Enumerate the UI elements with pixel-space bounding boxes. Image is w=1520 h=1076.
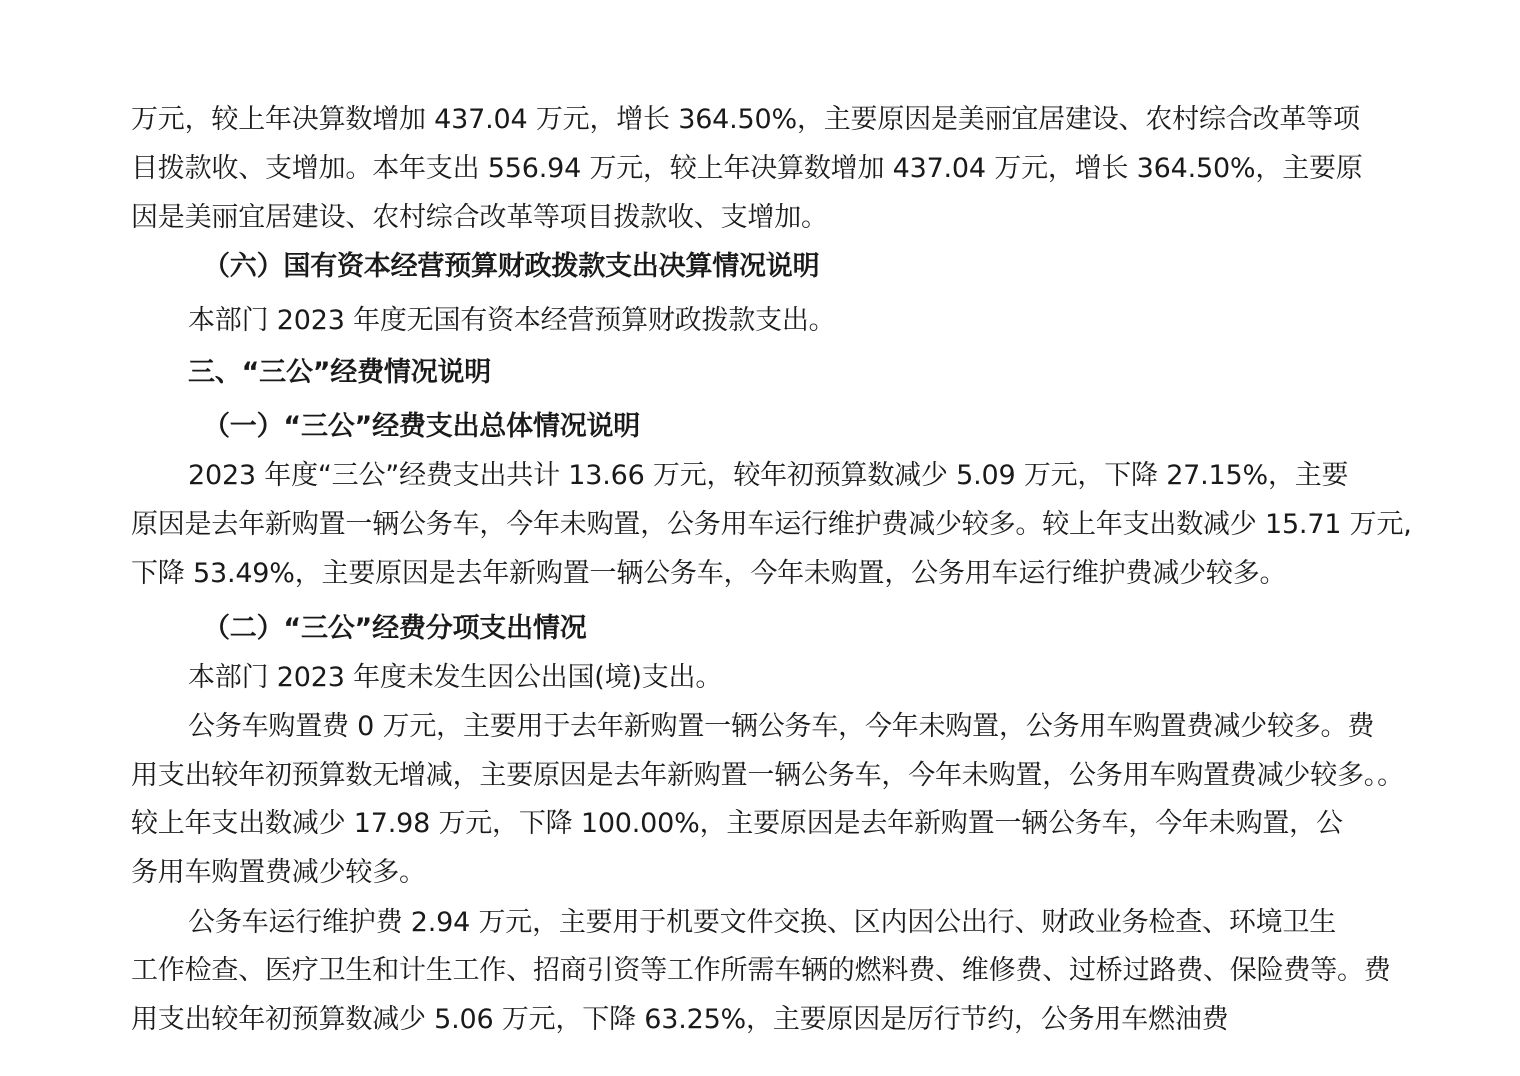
paragraph-line: 工作检查、医疗卫生和计生工作、招商引资等工作所需车辆的燃料费、维修费、过桥过路费、保险费等。费 <box>131 955 1391 986</box>
paragraph-line: 较上年支出数减少 17.98 万元，下降 100.00%，主要原因是去年新购置一辆公务车，今年未购置，公 <box>131 808 1343 839</box>
section-heading-two: （二）“三公”经费分项支出情况 <box>203 613 587 644</box>
section-heading-one: （一）“三公”经费支出总体情况说明 <box>203 411 641 442</box>
paragraph-line: 用支出较年初预算数无增减，主要原因是去年新购置一辆公务车，今年未购置，公务用车购置费减少较多。。 <box>131 760 1404 791</box>
paragraph-line: 原因是去年新购置一辆公务车，今年未购置，公务用车运行维护费减少较多。较上年支出数减少 15.71 万元, <box>131 509 1412 540</box>
paragraph-line: 公务车购置费 0 万元，主要用于去年新购置一辆公务车，今年未购置，公务用车购置费减少较多。费 <box>188 711 1375 742</box>
section-heading-three: 三、“三公”经费情况说明 <box>188 357 492 388</box>
paragraph-line: 公务车运行维护费 2.94 万元，主要用于机要文件交换、区内因公出行、财政业务检查、环境卫生 <box>188 907 1337 938</box>
paragraph-line: 下降 53.49%，主要原因是去年新购置一辆公务车，今年未购置，公务用车运行维护费减少较多。 <box>131 558 1287 589</box>
paragraph-line: 务用车购置费减少较多。 <box>131 857 426 888</box>
paragraph-line: 因是美丽宜居建设、农村综合改革等项目拨款收、支增加。 <box>131 202 828 233</box>
paragraph-line: 本部门 2023 年度未发生因公出国(境)支出。 <box>188 662 723 693</box>
paragraph-line: 万元，较上年决算数增加 437.04 万元，增长 364.50%，主要原因是美丽宜居建设、农村综合改革等项 <box>131 104 1360 135</box>
paragraph-line: 目拨款收、支增加。本年支出 556.94 万元，较上年决算数增加 437.04 万元，增长 364.50%，主要原 <box>131 153 1363 184</box>
paragraph-line: 用支出较年初预算数减少 5.06 万元，下降 63.25%，主要原因是厉行节约，公务用车燃油费 <box>131 1004 1229 1035</box>
paragraph-line: 2023 年度“三公”经费支出共计 13.66 万元，较年初预算数减少 5.09 万元，下降 27.15%，主要 <box>188 460 1349 491</box>
section-heading-six: （六）国有资本经营预算财政拨款支出决算情况说明 <box>203 251 820 282</box>
paragraph-line: 本部门 2023 年度无国有资本经营预算财政拨款支出。 <box>188 305 836 336</box>
